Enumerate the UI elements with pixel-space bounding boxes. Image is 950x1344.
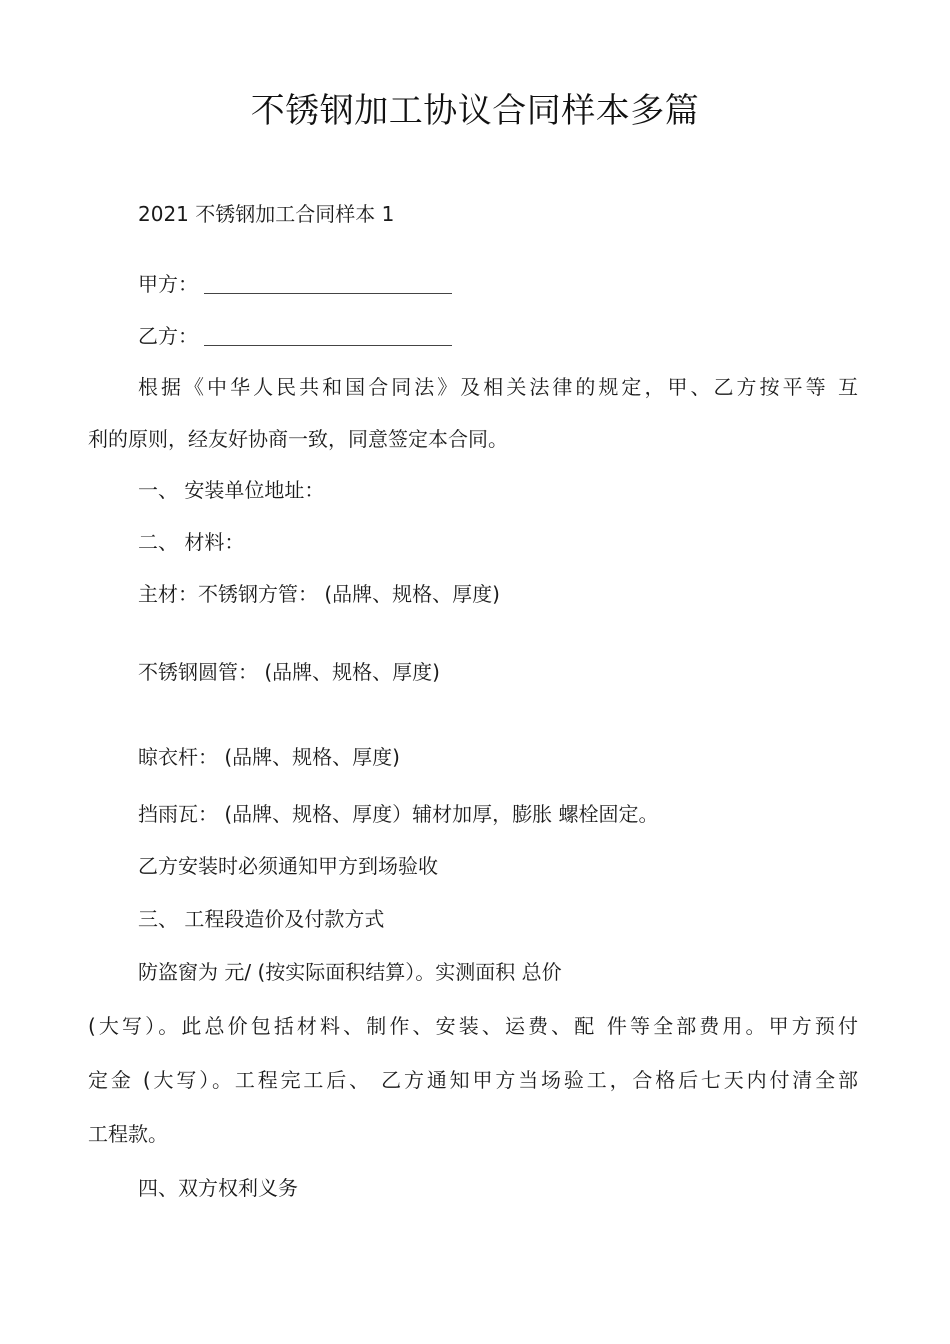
- contract-subtitle: 2021 不锈钢加工合同样本 1: [138, 202, 395, 226]
- material-round-tube: 不锈钢圆管： (品牌、规格、厚度): [138, 660, 440, 684]
- section-4-heading: 四、双方权利义务: [138, 1176, 298, 1200]
- material-clothes-rod: 晾衣杆： (品牌、规格、厚度): [138, 745, 400, 769]
- paragraph-intro-line-1: 根据《中华人民共和国合同法》及相关法律的规定，甲、乙方按平等 互: [138, 375, 858, 399]
- price-line-1: 防盗窗为 元/ (按实际面积结算）。实测面积 总价: [138, 960, 562, 984]
- acceptance-notice: 乙方安装时必须通知甲方到场验收: [138, 854, 438, 878]
- material-rain-cover: 挡雨瓦： (品牌、规格、厚度）辅材加厚，膨胀 螺栓固定。: [138, 802, 659, 826]
- material-square-tube: 主材：不锈钢方管： (品牌、规格、厚度): [138, 582, 500, 606]
- price-line-4: 工程款。: [88, 1122, 168, 1146]
- party-b-label: 乙方：: [138, 324, 198, 348]
- section-3-heading: 三、 工程段造价及付款方式: [138, 907, 385, 931]
- section-1-heading: 一、 安装单位地址：: [138, 478, 325, 502]
- party-b-blank-line: [204, 345, 452, 346]
- paragraph-intro-line-2: 利的原则，经友好协商一致，同意签定本合同。: [88, 427, 508, 451]
- document-title: 不锈钢加工协议合同样本多篇: [250, 91, 700, 131]
- party-a-label: 甲方：: [138, 272, 198, 296]
- price-line-3: 定金 (大写）。工程完工后、 乙方通知甲方当场验工，合格后七天内付清全部: [88, 1068, 858, 1092]
- section-2-heading: 二、 材料：: [138, 530, 245, 554]
- price-line-2: (大写）。此总价包括材料、制作、安装、运费、配 件等全部费用。甲方预付: [88, 1014, 858, 1038]
- party-a-blank-line: [204, 293, 452, 294]
